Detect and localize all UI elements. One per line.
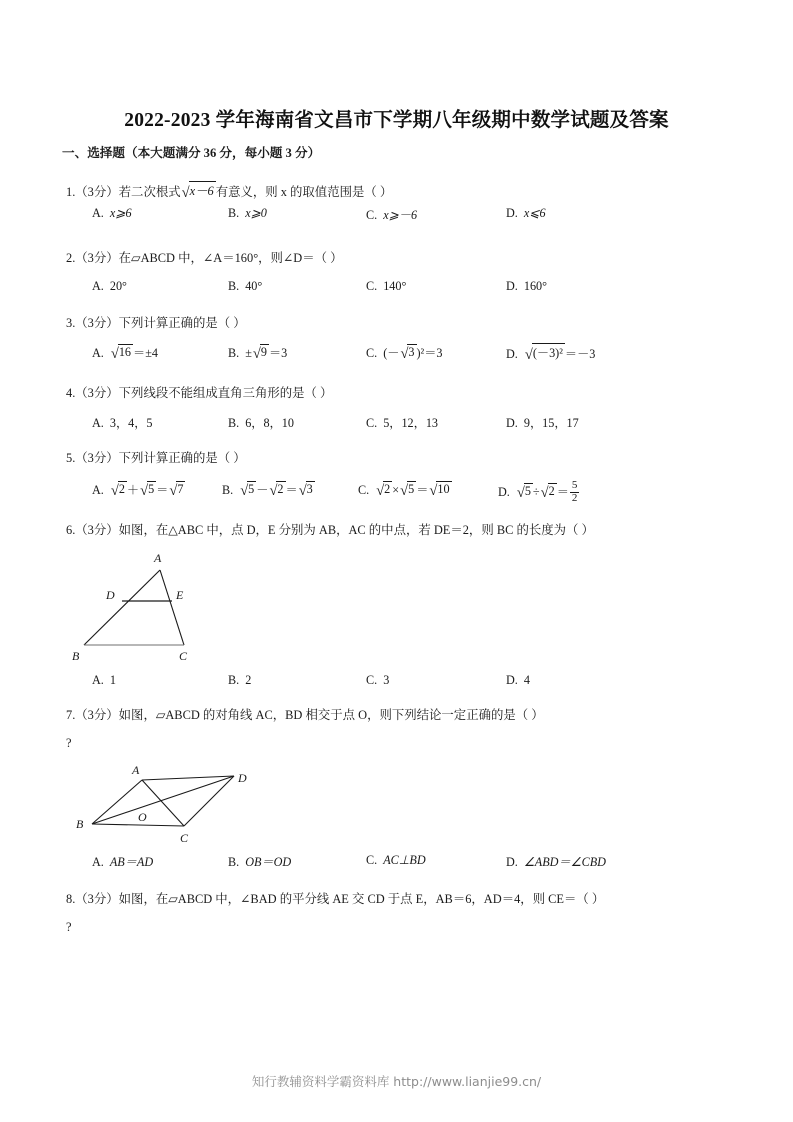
question-4-stem: 4.（3分）下列线段不能组成直角三角形的是（ ） [66, 386, 333, 400]
stray-mark-q8: ? [66, 920, 72, 934]
vertex-label-c: C [180, 831, 189, 845]
stray-mark-q7: ? [66, 736, 72, 750]
question-6-options [0, 673, 793, 699]
q1-radicand: x－6 [189, 181, 216, 201]
option-b[interactable]: B. ±√9 ＝3 [228, 345, 288, 362]
sqrt-icon: √5 [240, 482, 255, 499]
vertex-label-c: C [179, 649, 188, 663]
question-2-options [0, 279, 793, 305]
option-c[interactable]: C. AC⊥BD [366, 853, 426, 867]
option-a[interactable]: A. 20° [92, 279, 127, 293]
vertex-label-o: O [138, 810, 147, 824]
sqrt-icon: √5 [400, 482, 415, 499]
question-1-stem [66, 182, 392, 202]
sqrt-icon: √x－6 [181, 182, 216, 202]
footer-watermark: 知行教辅资料学霸资料库 http://www.lianjie99.cn/ [251, 1074, 542, 1089]
question-4-options [0, 414, 793, 440]
option-d[interactable]: D. 160° [506, 279, 548, 293]
option-b[interactable]: B. OB＝OD [228, 855, 292, 869]
option-c[interactable]: C. 3 [366, 673, 390, 687]
option-a[interactable]: A. √2 ＋√5 ＝√7 [92, 482, 184, 499]
question-3-options [0, 344, 793, 370]
section-heading: 一、选择题（本大题满分 36 分，每小题 3 分） [62, 146, 321, 160]
vertex-label-b: B [76, 817, 84, 831]
option-d[interactable]: D. ∠ABD＝∠CBD [506, 855, 606, 869]
option-b[interactable]: B. √5 －√2 ＝√3 [222, 482, 313, 499]
page-title: 2022-2023 学年海南省文昌市下学期八年级期中数学试题及答案 [124, 110, 669, 131]
sqrt-icon: √9 [252, 345, 267, 362]
option-a[interactable]: A. 1 [92, 673, 116, 687]
parallelogram-diagonals-figure [66, 762, 266, 847]
sqrt-icon: √16 [110, 345, 132, 362]
q1-stem-suffix: 有意义，则 x 的取值范围是（ ） [215, 185, 393, 199]
option-c[interactable]: C. x⩾－6 [366, 208, 418, 222]
vertex-label-d: D [238, 771, 247, 785]
option-d[interactable]: D. x⩽6 [506, 206, 546, 220]
question-6-stem: 6.（3分）如图，在△ABC 中，点 D，E 分别为 AB，AC 的中点，若 DE＝2，则 BC 的长度为（ ） [66, 523, 594, 537]
question-7-stem: 7.（3分）如图，▱ABCD 的对角线 AC，BD 相交于点 O，则下列结论一定正确的是（ ） [66, 708, 544, 722]
option-a[interactable]: A. 3，4，5 [92, 416, 153, 430]
option-a[interactable]: A. x⩾6 [92, 206, 132, 220]
option-a[interactable]: A. √16 ＝±4 [92, 345, 158, 362]
sqrt-icon: √3 [400, 345, 415, 362]
sqrt-icon: √7 [169, 482, 184, 499]
question-1-options [0, 206, 793, 232]
sqrt-icon: √2 [269, 482, 284, 499]
option-d[interactable]: D. 9，15，17 [506, 416, 579, 430]
option-d[interactable]: D. √5 ÷√2 ＝ $\frac{5}{2}$ [498, 479, 578, 504]
question-8-stem: 8.（3分）如图，在▱ABCD 中，∠BAD 的平分线 AE 交 CD 于点 E，AB＝6，AD＝4，则 CE＝（ ） [66, 892, 605, 906]
question-5-options [0, 481, 793, 507]
sqrt-icon: √2 [540, 484, 555, 502]
option-c[interactable]: C. 140° [366, 279, 407, 293]
option-b[interactable]: B. 40° [228, 279, 263, 293]
question-2-stem: 2.（3分）在▱ABCD 中，∠A＝160°，则∠D＝（ ） [66, 251, 343, 265]
option-b[interactable]: B. 6，8，10 [228, 416, 294, 430]
option-c[interactable]: C. √2 ×√5 ＝√10 [358, 482, 450, 499]
fraction: $\frac{5}{2}$ [571, 479, 578, 504]
option-c[interactable]: C. 5，12，13 [366, 416, 439, 430]
sqrt-icon: √3 [298, 482, 313, 499]
question-7-options [0, 853, 793, 879]
q1-stem-prefix: 1.（3分）若二次根式 [66, 185, 181, 199]
vertex-label-e: E [176, 588, 184, 602]
vertex-label-a: A [154, 551, 162, 565]
option-b[interactable]: B. x⩾0 [228, 206, 267, 220]
option-d[interactable]: D. √(－3)² ＝－3 [506, 344, 595, 363]
sqrt-icon: √2 [376, 482, 391, 499]
option-b[interactable]: B. 2 [228, 673, 252, 687]
vertex-label-b: B [72, 649, 80, 663]
vertex-label-d: D [106, 588, 115, 602]
sqrt-icon: √2 [110, 482, 125, 499]
option-d[interactable]: D. 4 [506, 673, 530, 687]
sqrt-icon: √10 [429, 482, 450, 499]
option-c[interactable]: C. (－√3 )²＝3 [366, 345, 443, 362]
sqrt-icon: √(－3)² [524, 344, 565, 363]
question-5-stem: 5.（3分）下列计算正确的是（ ） [66, 451, 246, 465]
sqrt-icon: √5 [140, 482, 155, 499]
option-a[interactable]: A. AB＝AD [92, 855, 154, 869]
question-3-stem: 3.（3分）下列计算正确的是（ ） [66, 316, 246, 330]
triangle-midsegment-figure [66, 548, 256, 663]
vertex-label-a: A [132, 763, 140, 777]
sqrt-icon: √5 [516, 484, 531, 502]
